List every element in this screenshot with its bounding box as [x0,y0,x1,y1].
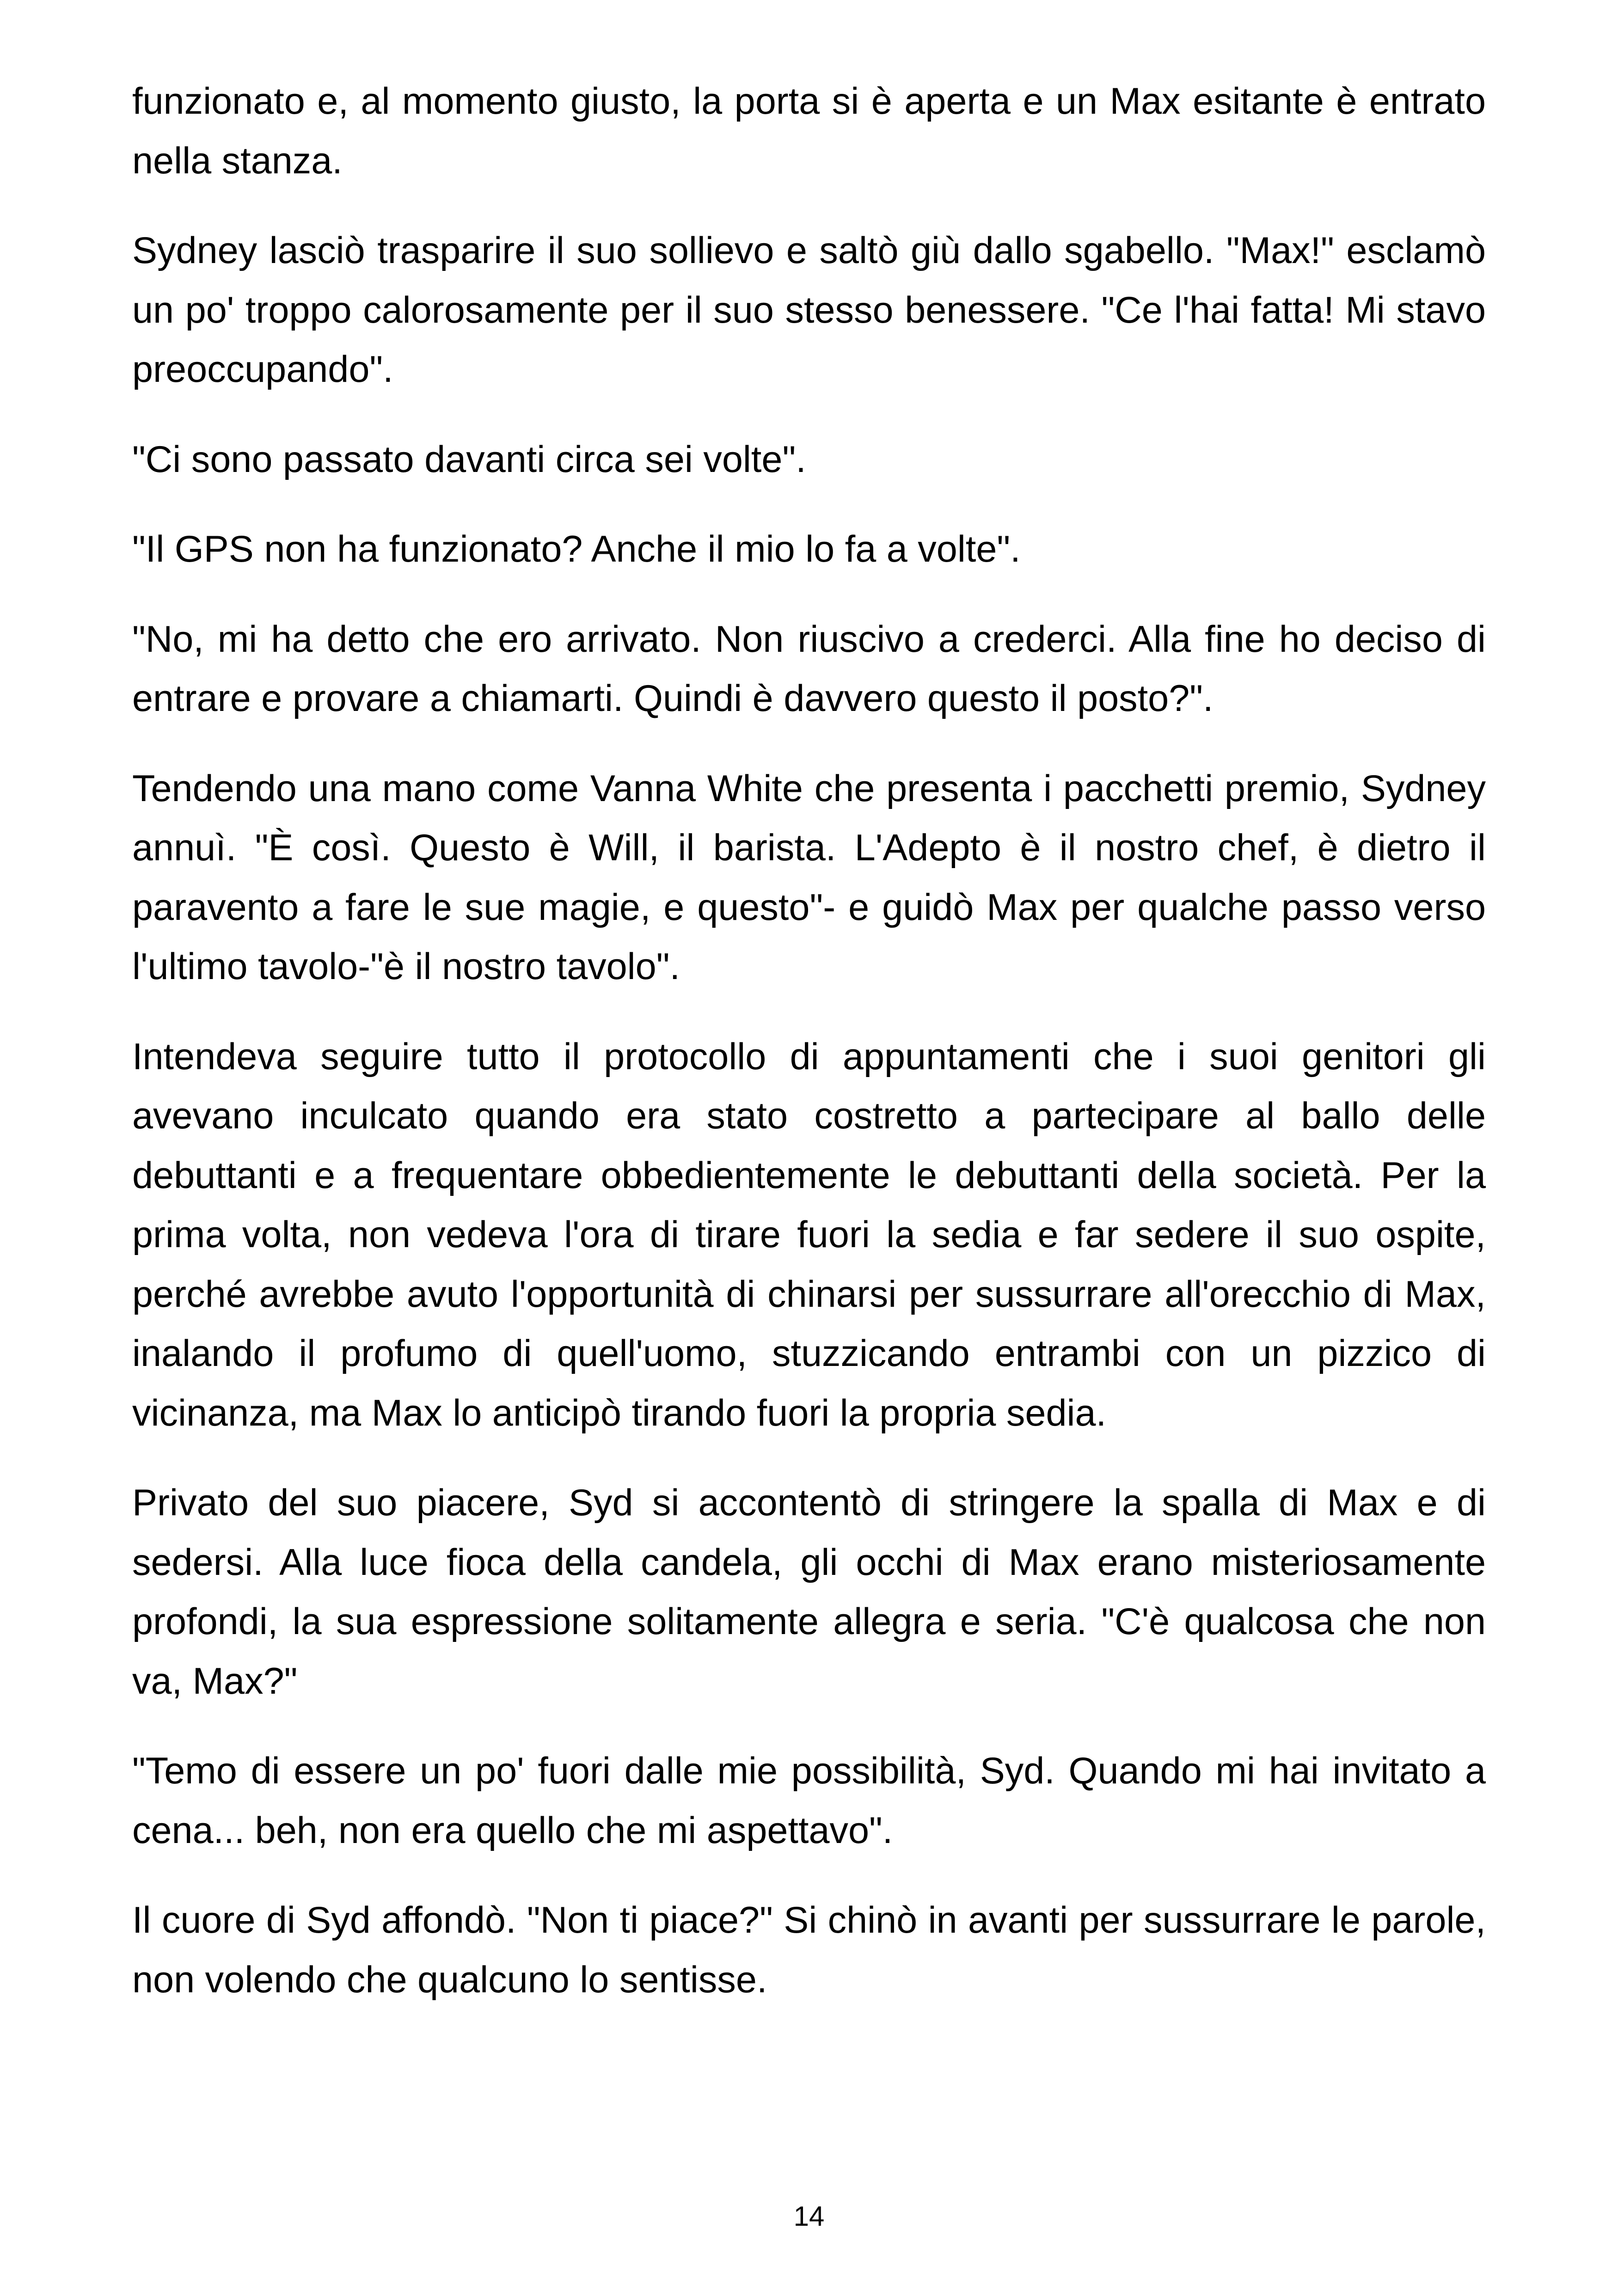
paragraph: "Temo di essere un po' fuori dalle mie possibilità, Syd. Quando mi hai invitato a cena... beh, non era quello che mi aspettavo". [132,1750,1486,1851]
paragraph: "Ci sono passato davanti circa sei volte". [132,438,806,480]
paragraph: Privato del suo piacere, Syd si accontentò di stringere la spalla di Max e di sedersi. Alla luce fioca della candela, gli occhi di Max erano misteriosamente profondi, la sua espressione solitamente allegra e seria. "C'è qualcosa che non va, Max?" [132,1482,1486,1702]
page-body [132,72,1486,2040]
paragraph: Tendendo una mano come Vanna White che presenta i pacchetti premio, Sydney annuì. "È così. Questo è Will, il barista. L'Adepto è il nostro chef, è dietro il paravento a fare le sue magie, e questo"- e guidò Max per qualche passo verso l'ultimo tavolo-"è il nostro tavolo". [132,767,1486,987]
page-number: 14 [793,2201,825,2232]
paragraph: Intendeva seguire tutto il protocollo di appuntamenti che i suoi genitori gli avevano inculcato quando era stato costretto a partecipare al ballo delle debuttanti e a frequentare obbedientemente le debuttanti della società. Per la prima volta, non vedeva l'ora di tirare fuori la sedia e far sedere il suo ospite, perché avrebbe avuto l'opportunità di chinarsi per sussurrare all'orecchio di Max, inalando il profumo di quell'uomo, stuzzicando entrambi con un pizzico di vicinanza, ma Max lo anticipò tirando fuori la propria sedia. [132,1035,1486,1434]
paragraph: "No, mi ha detto che ero arrivato. Non riuscivo a crederci. Alla fine ho deciso di entrare e provare a chiamarti. Quindi è davvero questo il posto?". [132,618,1486,719]
paragraph: funzionato e, al momento giusto, la porta si è aperta e un Max esitante è entrato nella stanza. [132,80,1486,182]
paragraph: Sydney lasciò trasparire il suo sollievo e saltò giù dallo sgabello. "Max!" esclamò un po' troppo calorosamente per il suo stesso benessere. "Ce l'hai fatta! Mi stavo preoccupando". [132,230,1486,390]
paragraph: "Il GPS non ha funzionato? Anche il mio lo fa a volte". [132,528,1021,570]
paragraph: Il cuore di Syd affondò. "Non ti piace?" Si chinò in avanti per sussurrare le parole, non volendo che qualcuno lo sentisse. [132,1899,1486,2001]
